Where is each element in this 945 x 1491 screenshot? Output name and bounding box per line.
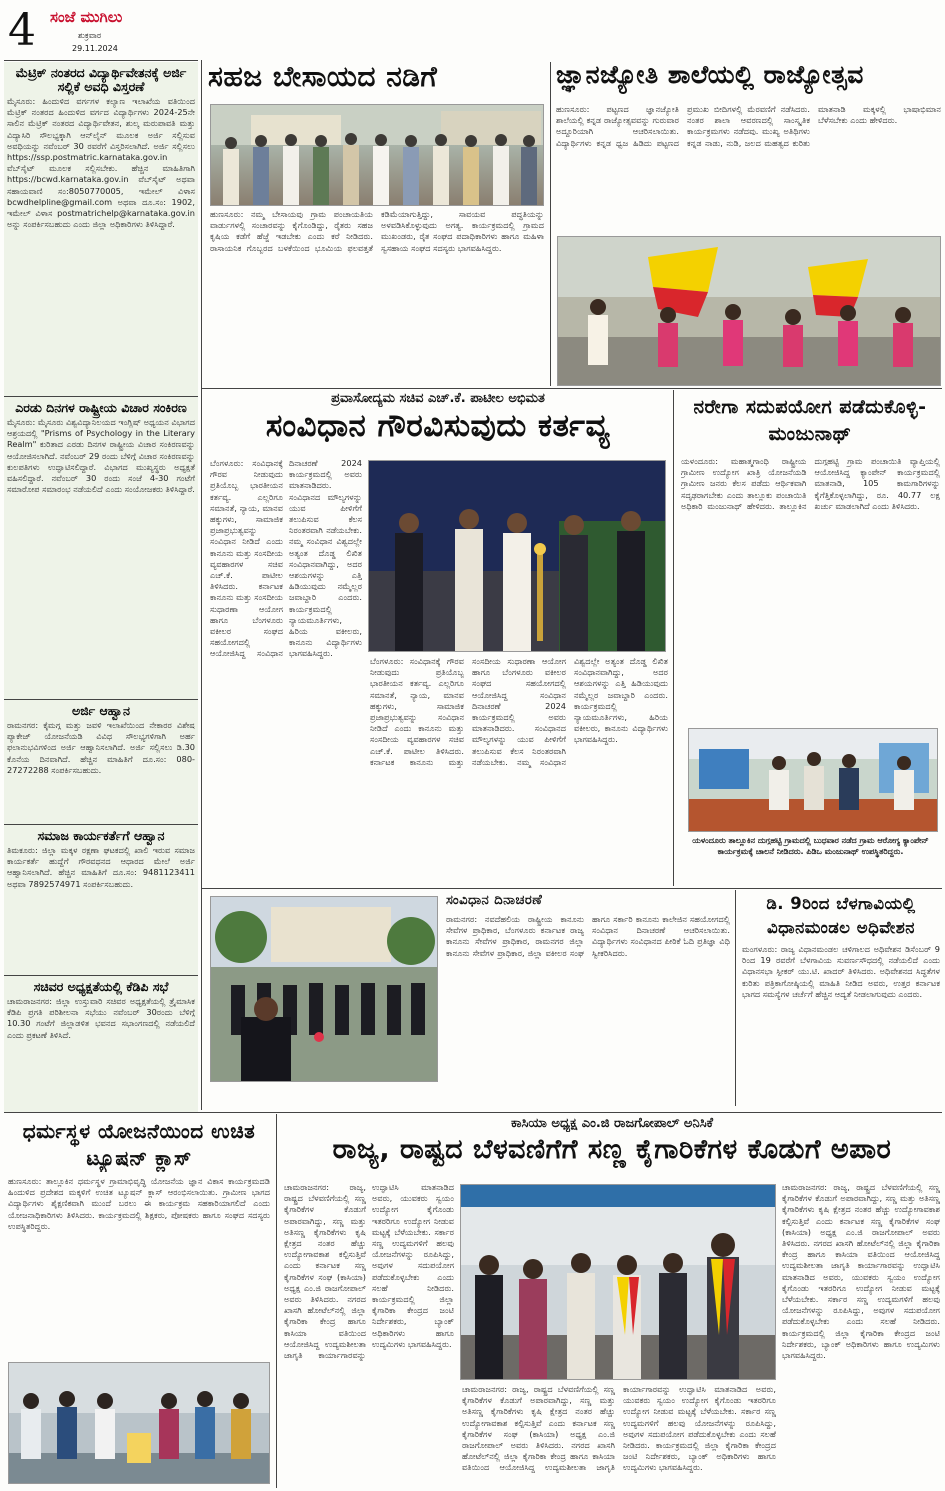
story-body-continued: ಬೆಂಗಳೂರು: ಸಂವಿಧಾನಕ್ಕೆ ಗೌರವ ನೀಡುವುದು ಪ್ರತಿಯೊಬ್ಬ ಭಾರತೀಯನ ಕರ್ತವ್ಯ. ಎಲ್ಲರಿಗೂ ಸಮಾನತೆ, ನ್ಯಾಯ, ಮಾನವ ಹಕ್ಕುಗಳು, ಸಾಮಾಜಿಕ ಪ್ರಜಾಪ್ರಭುತ್ವವನ್ನು ಸಂವಿಧಾನ ನೀಡಿದೆ ಎಂದು ಕಾನೂನು ಮತ್ತು ಸಂಸದೀಯ ವ್ಯವಹಾರಗಳ ಸಚಿವ ಎಚ್.ಕೆ. ಪಾಟೀಲ ತಿಳಿಸಿದರು. ಕರ್ನಾಟಕ ಕಾನೂನು ಮತ್ತು ಸಂಸದೀಯ ಸುಧಾರಣಾ ಆಯೋಗ ಹಾಗೂ ಬೆಂಗಳೂರು ವಕೀಲರ ಸಂಘದ ಸಹಯೋಗದಲ್ಲಿ ಆಯೋಜಿಸಿದ್ದ ಸಂವಿಧಾನ ದಿನಾಚರಣೆ 2024 ಕಾರ್ಯಕ್ರಮದಲ್ಲಿ ಅವರು ಮಾತನಾಡಿದರು. ಸಂವಿಧಾನದ ಮೌಲ್ಯಗಳನ್ನು ಯುವ ಪೀಳಿಗೆಗೆ ತಲುಪಿಸುವ ಕೆಲಸ ನಿರಂತರವಾಗಿ ನಡೆಯಬೇಕು. ನಮ್ಮ ಸಂವಿಧಾನ ವಿಶ್ವದಲ್ಲೇ ಅತ್ಯಂತ ದೊಡ್ಡ ಲಿಖಿತ ಸಂವಿಧಾನವಾಗಿದ್ದು, ಅದರ ಆಶಯಗಳನ್ನು ಎತ್ತಿ ಹಿಡಿಯುವುದು ನಮ್ಮೆಲ್ಲರ ಜವಾಬ್ದಾರಿ ಎಂದರು. ಕಾರ್ಯಕ್ರಮದಲ್ಲಿ ನ್ಯಾಯಮೂರ್ತಿಗಳು, ಹಿರಿಯ ವಕೀಲರು, ಕಾನೂನು ವಿದ್ಯಾರ್ಥಿಗಳು ಭಾಗವಹಿಸಿದ್ದರು. xyxy=(370,656,668,767)
photo-caption: ಯಳಂದೂರು ತಾಲ್ಲೂಕಿನ ದುಗ್ಗಹಟ್ಟಿ ಗ್ರಾಮದಲ್ಲಿ ಬುಧವಾರ ನಡೆದ ಗ್ರಾಮ ಆರೋಗ್ಯ ಕ್ಯಾಂಪೇನ್ ಕಾರ್ಯಕ್ರಮಕ್ಕೆ ಚಾಲನೆ ನೀಡಿದರು. ಪಿಡಿಒ ಮಂಜುನಾಥ್ ಉಪಸ್ಥಿತರಿದ್ದರು. xyxy=(692,836,929,856)
story-body: ಹುಣಸೂರು: ತಾಲ್ಲೂಕಿನ ಧರ್ಮಸ್ಥಳ ಗ್ರಾಮಾಭಿವೃದ್ಧಿ ಯೋಜನೆಯ ಜ್ಞಾನ ವಿಕಾಸ ಕಾರ್ಯಕ್ರಮದಡಿ ಹಿಂದುಳಿದ ಪ್ರದೇಶದ ಮಕ್ಕಳಿಗೆ ಉಚಿತ ಟ್ಯೂಷನ್ ಕ್ಲಾಸ್ ಆರಂಭಿಸಲಾಯಿತು. ಗ್ರಾಮೀಣ ಭಾಗದ ವಿದ್ಯಾರ್ಥಿಗಳು ಶೈಕ್ಷಣಿಕವಾಗಿ ಮುಂದೆ ಬರಲು ಈ ಕಾರ್ಯಕ್ರಮ ಸಹಕಾರಿಯಾಗಲಿದೆ ಎಂದು ಯೋಜನಾಧಿಕಾರಿಗಳು ತಿಳಿಸಿದರು. ಕಾರ್ಯಕ್ರಮದಲ್ಲಿ ಶಿಕ್ಷಕರು, ಪೋಷಕರು ಹಾಗೂ ಸಂಘದ ಸದಸ್ಯರು ಉಪಸ್ಥಿತರಿದ್ದರು. xyxy=(8,1176,270,1231)
inauguration-photo xyxy=(460,1184,776,1380)
story-headline: ಸಹಜ ಬೇಸಾಯದ ನಡಿಗೆ xyxy=(208,62,438,93)
story-body-continued: ಚಾಮರಾಜನಗರ: ರಾಜ್ಯ, ರಾಷ್ಟ್ರದ ಬೆಳವಣಿಗೆಯಲ್ಲಿ ಸಣ್ಣ ಕೈಗಾರಿಕೆಗಳ ಕೊಡುಗೆ ಅಪಾರವಾಗಿದ್ದು, ಸಣ್ಣ ಮತ್ತು ಅತಿಸಣ್ಣ ಕೈಗಾರಿಕೆಗಳು ಕೃಷಿ ಕ್ಷೇತ್ರದ ನಂತರ ಹೆಚ್ಚು ಉದ್ಯೋಗಾವಕಾಶ ಕಲ್ಪಿಸುತ್ತಿವೆ ಎಂದು ಕರ್ನಾಟಕ ಸಣ್ಣ ಕೈಗಾರಿಕೆಗಳ ಸಂಘ (ಕಾಸಿಯಾ) ಅಧ್ಯಕ್ಷ ಎಂ.ಜಿ ರಾಜಗೋಪಾಲ್ ಅವರು ತಿಳಿಸಿದರು. ನಗರದ ಖಾಸಗಿ ಹೋಟೆಲ್‌ನಲ್ಲಿ ಜಿಲ್ಲಾ ಕೈಗಾರಿಕಾ ಕೇಂದ್ರ ಹಾಗೂ ಕಾಸಿಯಾ ವತಿಯಿಂದ ಆಯೋಜಿಸಿದ್ದ ಉದ್ಯಮಶೀಲತಾ ಜಾಗೃತಿ ಕಾರ್ಯಾಗಾರವನ್ನು ಉದ್ಘಾಟಿಸಿ ಮಾತನಾಡಿದ ಅವರು, ಯುವಕರು ಸ್ವಯಂ ಉದ್ಯೋಗ ಕೈಗೊಂಡು ಇತರರಿಗೂ ಉದ್ಯೋಗ ನೀಡುವ ಮಟ್ಟಕ್ಕೆ ಬೆಳೆಯಬೇಕು. ಸರ್ಕಾರ ಸಣ್ಣ ಉದ್ಯಮಗಳಿಗೆ ಹಲವು ಯೋಜನೆಗಳನ್ನು ರೂಪಿಸಿದ್ದು, ಅವುಗಳ ಸದುಪಯೋಗ ಪಡೆದುಕೊಳ್ಳಬೇಕು ಎಂದು ಸಲಹೆ ನೀಡಿದರು. ಕಾರ್ಯಕ್ರಮದಲ್ಲಿ ಜಿಲ್ಲಾ ಕೈಗಾರಿಕಾ ಕೇಂದ್ರದ ಜಂಟಿ ನಿರ್ದೇಶಕರು, ಬ್ಯಾಂಕ್ ಅಧಿಕಾರಿಗಳು ಹಾಗೂ ಉದ್ಯಮಿಗಳು ಭಾಗವಹಿಸಿದ್ದರು. xyxy=(462,1384,776,1473)
sidebar-headline: ಸಮಾಜ ಕಾರ್ಯಕರ್ತೆಗೆ ಆಹ್ವಾನ xyxy=(4,824,198,845)
story-body-right: ಚಾಮರಾಜನಗರ: ರಾಜ್ಯ, ರಾಷ್ಟ್ರದ ಬೆಳವಣಿಗೆಯಲ್ಲಿ ಸಣ್ಣ ಕೈಗಾರಿಕೆಗಳ ಕೊಡುಗೆ ಅಪಾರವಾಗಿದ್ದು, ಸಣ್ಣ ಮತ್ತು ಅತಿಸಣ್ಣ ಕೈಗಾರಿಕೆಗಳು ಕೃಷಿ ಕ್ಷೇತ್ರದ ನಂತರ ಹೆಚ್ಚು ಉದ್ಯೋಗಾವಕಾಶ ಕಲ್ಪಿಸುತ್ತಿವೆ ಎಂದು ಕರ್ನಾಟಕ ಸಣ್ಣ ಕೈಗಾರಿಕೆಗಳ ಸಂಘ (ಕಾಸಿಯಾ) ಅಧ್ಯಕ್ಷ ಎಂ.ಜಿ ರಾಜಗೋಪಾಲ್ ಅವರು ತಿಳಿಸಿದರು. ನಗರದ ಖಾಸಗಿ ಹೋಟೆಲ್‌ನಲ್ಲಿ ಜಿಲ್ಲಾ ಕೈಗಾರಿಕಾ ಕೇಂದ್ರ ಹಾಗೂ ಕಾಸಿಯಾ ವತಿಯಿಂದ ಆಯೋಜಿಸಿದ್ದ ಉದ್ಯಮಶೀಲತಾ ಜಾಗೃತಿ ಕಾರ್ಯಾಗಾರವನ್ನು ಉದ್ಘಾಟಿಸಿ ಮಾತನಾಡಿದ ಅವರು, ಯುವಕರು ಸ್ವಯಂ ಉದ್ಯೋಗ ಕೈಗೊಂಡು ಇತರರಿಗೂ ಉದ್ಯೋಗ ನೀಡುವ ಮಟ್ಟಕ್ಕೆ ಬೆಳೆಯಬೇಕು. ಸರ್ಕಾರ ಸಣ್ಣ ಉದ್ಯಮಗಳಿಗೆ ಹಲವು ಯೋಜನೆಗಳನ್ನು ರೂಪಿಸಿದ್ದು, ಅವುಗಳ ಸದುಪಯೋಗ ಪಡೆದುಕೊಳ್ಳಬೇಕು ಎಂದು ಸಲಹೆ ನೀಡಿದರು. ಕಾರ್ಯಕ್ರಮದಲ್ಲಿ ಜಿಲ್ಲಾ ಕೈಗಾರಿಕಾ ಕೇಂದ್ರದ ಜಂಟಿ ನಿರ್ದೇಶಕರು, ಬ್ಯಾಂಕ್ ಅಧಿಕಾರಿಗಳು ಹಾಗೂ ಉದ್ಯಮಿಗಳು ಭಾಗವಹಿಸಿದ್ದರು. xyxy=(782,1182,940,1361)
story-body: ಮಂಗಳೂರು: ರಾಜ್ಯ ವಿಧಾನಮಂಡಲ ಚಳಿಗಾಲದ ಅಧಿವೇಶನ ಡಿಸೆಂಬರ್ 9 ರಿಂದ 19 ರವರೆಗೆ ಬೆಳಗಾವಿಯ ಸುವರ್ಣಸೌಧದಲ್ಲಿ ನಡೆಯಲಿದೆ ಎಂದು ವಿಧಾನಸಭಾ ಸ್ಪೀಕರ್ ಯು.ಟಿ. ಖಾದರ್ ತಿಳಿಸಿದರು. ಅಧಿವೇಶನದ ಸಿದ್ಧತೆಗಳ ಕುರಿತು ಪತ್ರಿಕಾಗೋಷ್ಠಿಯಲ್ಲಿ ಮಾಹಿತಿ ನೀಡಿದ ಅವರು, ಉತ್ತರ ಕರ್ನಾಟಕ ಭಾಗದ ಸಮಸ್ಯೆಗಳ ಚರ್ಚೆಗೆ ಹೆಚ್ಚಿನ ಆದ್ಯತೆ ನೀಡಲಾಗುವುದು ಎಂದರು. xyxy=(742,944,940,999)
story-body: ಹುಣಸೂರು: ನಮ್ಮ ಬೇಸಾಯವು ಗ್ರಾಮ ಪಂಚಾಯತಿಯ ವಾರ್ಡುಗಳಲ್ಲಿ ಸಂಚಾರವನ್ನು ಕೈಗೊಂಡಿದ್ದು, ರೈತರು ಸಹಜ ಕೃಷಿಯ ಕಡೆಗೆ ಹೆಜ್ಜೆ ಇಡಬೇಕು ಎಂದು ಕರೆ ನೀಡಿದರು. ರಾಸಾಯನಿಕ ಗೊಬ್ಬರದ ಬಳಕೆಯಿಂದ ಭೂಮಿಯ ಫಲವತ್ತತೆ ಕಡಿಮೆಯಾಗುತ್ತಿದ್ದು, ಸಾವಯವ ಪದ್ಧತಿಯನ್ನು ಅಳವಡಿಸಿಕೊಳ್ಳುವುದು ಅಗತ್ಯ. ಕಾರ್ಯಕ್ರಮದಲ್ಲಿ ಗ್ರಾಮದ ಮುಖಂಡರು, ರೈತ ಸಂಘದ ಪದಾಧಿಕಾರಿಗಳು ಹಾಗೂ ಮಹಿಳಾ ಸ್ವಸಹಾಯ ಸಂಘದ ಸದಸ್ಯರು ಭಾಗವಹಿಸಿದ್ದರು. xyxy=(210,209,544,253)
story-headline: ಜ್ಞಾನಜ್ಯೋತಿ ಶಾಲೆಯಲ್ಲಿ ರಾಜ್ಯೋತ್ಸವ xyxy=(556,62,864,89)
sidebar-headline: ಎರಡು ದಿನಗಳ ರಾಷ್ಟ್ರೀಯ ವಿಚಾರ ಸಂಕಿರಣ xyxy=(4,396,198,417)
story-headline: ಸಂವಿಧಾನ ದಿನಾಚರಣೆ xyxy=(446,894,543,908)
story-headline: ಡಿ. 9ರಿಂದ ಬೆಳಗಾವಿಯಲ್ಲಿ ವಿಧಾನಮಂಡಲ ಅಧಿವೇಶನ xyxy=(766,894,916,937)
story-kicker: ಪ್ರವಾಸೋದ್ಯಮ ಸಚಿವ ಎಚ್.ಕೆ. ಪಾಟೀಲ ಅಭಿಮತ xyxy=(331,391,545,406)
pledge-photo xyxy=(210,896,438,1082)
tuition-photo xyxy=(8,1362,270,1484)
campaign-photo xyxy=(688,728,938,832)
story-headline: ರಾಜ್ಯ, ರಾಷ್ಟದ ಬೆಳವಣಿಗೆಗೆ ಸಣ್ಣ ಕೈಗಾರಿಕೆಗಳ ಕೊಡುಗೆ ಅಪಾರ xyxy=(332,1136,892,1165)
sidebar-article: ಮೈಸೂರು: ಹಿಂದುಳಿದ ವರ್ಗಗಳ ಕಲ್ಯಾಣ ಇಲಾಖೆಯ ವತಿಯಿಂದ ಮೆಟ್ರಿಕ್ ನಂತರದ ಹಿಂದುಳಿದ ವರ್ಗದ ವಿದ್ಯಾರ್ಥಿಗಳು 2024-25ನೇ ಸಾಲಿನ ಮೆಟ್ರಿಕ್ ನಂತರದ ವಿದ್ಯಾರ್ಥಿವೇತನ, ಶುಲ್ಕ ಮರುಪಾವತಿ ಮತ್ತು ವಿದ್ಯಾಸಿರಿ ಸೌಲಭ್ಯಕ್ಕಾಗಿ ಆನ್‌ಲೈನ್ ಮೂಲಕ ಅರ್ಜಿ ಸಲ್ಲಿಸುವ ಅವಧಿಯನ್ನು ನವೆಂಬರ್ 30 ರವರೆಗೆ ವಿಸ್ತರಿಸಲಾಗಿದೆ. ಅರ್ಜಿ ಸಲ್ಲಿಸಲು https://ssp.postmatric.karnataka.gov.in ವೆಬ್‌ಸೈಟ್ ಮೂಲಕ ಸಲ್ಲಿಸಬೇಕು. ಹೆಚ್ಚಿನ ಮಾಹಿತಿಗಾಗಿ https://bcwd.karnataka.gov.in ವೆಬ್‌ಸೈಟ್ ಅಥವಾ ಸಹಾಯವಾಣಿ ಸಂ:8050770005, ಇಮೇಲ್ ವಿಳಾಸ bcwdhelpline@gmail.com ಅಥವಾ ದೂ.ಸಂ: 1902, ಇಮೇಲ್ ವಿಳಾಸ postmatrichelp@karnataka.gov.in ಅನ್ನು ಸಂಪರ್ಕಿಸಬಹುದು ಎಂದು ಜಿಲ್ಲಾ ಅಧಿಕಾರಿಗಳು ತಿಳಿಸಿದ್ದಾರೆ. xyxy=(7,96,195,230)
story-headline: ಸಂವಿಧಾನ ಗೌರವಿಸುವುದು ಕರ್ತವ್ಯ xyxy=(265,410,611,444)
sidebar-article: ಚಾಮರಾಜನಗರ: ಜಿಲ್ಲಾ ಉಸ್ತುವಾರಿ ಸಚಿವರ ಅಧ್ಯಕ್ಷತೆಯಲ್ಲಿ ತ್ರೈಮಾಸಿಕ ಕೆಡಿಪಿ ಪ್ರಗತಿ ಪರಿಶೀಲನಾ ಸಭೆಯು ನವೆಂಬರ್ 30ರಂದು ಬೆಳಿಗ್ಗೆ 10.30 ಗಂಟೆಗೆ ಜಿಲ್ಲಾಡಳಿತ ಭವನದ ಸಭಾಂಗಣದಲ್ಲಿ ನಡೆಯಲಿದೆ ಎಂದು ಪ್ರಕಟಣೆ ತಿಳಿಸಿದೆ. xyxy=(7,996,195,1040)
sidebar xyxy=(4,62,198,1112)
paper-title: ಸಂಜೆ ಮುಗಿಲು xyxy=(50,8,123,26)
sidebar-article: ಮೈಸೂರು: ಮೈಸೂರು ವಿಶ್ವವಿದ್ಯಾನಿಲಯದ ಇಂಗ್ಲಿಷ್ ಅಧ್ಯಯನ ವಿಭಾಗದ ಆಶ್ರಯದಲ್ಲಿ "Prisms of Psychology in the Literary Realm" ಕುರಿತಾದ ಎರಡು ದಿನಗಳ ರಾಷ್ಟ್ರೀಯ ವಿಚಾರ ಸಂಕಿರಣವನ್ನು ಆಯೋಜಿಸಲಾಗಿದೆ. ನವೆಂಬರ್ 29 ರಂದು ಬೆಳಿಗ್ಗೆ ವಿಚಾರ ಸಂಕಿರಣವನ್ನು ಕುಲಪತಿಗಳು ಉದ್ಘಾಟಿಸಲಿದ್ದಾರೆ. ವಿಭಾಗದ ಮುಖ್ಯಸ್ಥರು ಅಧ್ಯಕ್ಷತೆ ವಹಿಸಲಿದ್ದಾರೆ. ನವೆಂಬರ್ 30 ರಂದು ಸಂಜೆ 4-30 ಗಂಟೆಗೆ ಸಮಾರೋಪ ಸಮಾರಂಭ ನಡೆಯಲಿದೆ ಎಂದು ಸಂಯೋಜಕರು ತಿಳಿಸಿದ್ದಾರೆ. xyxy=(7,417,195,495)
story-body: ಯಳಂದೂರು: ಮಹಾತ್ಮಗಾಂಧಿ ರಾಷ್ಟ್ರೀಯ ಗ್ರಾಮೀಣ ಉದ್ಯೋಗ ಖಾತ್ರಿ ಯೋಜನೆಯಡಿ ಗ್ರಾಮೀಣ ಜನರು ಕೆಲಸ ಪಡೆದು ಆರ್ಥಿಕವಾಗಿ ಸದೃಢರಾಗಬೇಕು ಎಂದು ತಾಲ್ಲೂಕು ಪಂಚಾಯಿತಿ ಅಧಿಕಾರಿ ಮಂಜುನಾಥ್ ಹೇಳಿದರು. ತಾಲ್ಲೂಕಿನ ದುಗ್ಗಹಟ್ಟಿ ಗ್ರಾಮ ಪಂಚಾಯಿತಿ ವ್ಯಾಪ್ತಿಯಲ್ಲಿ ಆಯೋಜಿಸಿದ್ದ ಕ್ಯಾಂಪೇನ್ ಕಾರ್ಯಕ್ರಮದಲ್ಲಿ ಮಾತನಾಡಿ, 105 ಕಾಮಗಾರಿಗಳನ್ನು ಕೈಗೆತ್ತಿಕೊಳ್ಳಲಾಗಿದ್ದು, ರೂ. 40.77 ಲಕ್ಷ ಖರ್ಚು ಮಾಡಲಾಗಿದೆ ಎಂದು ತಿಳಿಸಿದರು. xyxy=(681,456,940,511)
sidebar-headline: ಮೆಟ್ರಿಕ್ ನಂತರದ ವಿದ್ಯಾರ್ಥಿವೇತನಕ್ಕೆ ಅರ್ಜಿ ಸಲ್ಲಿಕೆ ಅವಧಿ ವಿಸ್ತರಣೆ xyxy=(15,65,187,94)
story-headline: ಧರ್ಮಸ್ಥಳ ಯೋಜನೆಯಿಂದ ಉಚಿತ ಟ್ಯೂಷನ್ ಕ್ಲಾಸ್ xyxy=(22,1119,256,1170)
procession-photo xyxy=(557,236,941,386)
sidebar-headline: ಅರ್ಜಿ ಆಹ್ವಾನ xyxy=(4,699,198,720)
story-body: ಚಾಮರಾಜನಗರ: ರಾಜ್ಯ, ರಾಷ್ಟ್ರದ ಬೆಳವಣಿಗೆಯಲ್ಲಿ ಸಣ್ಣ ಕೈಗಾರಿಕೆಗಳ ಕೊಡುಗೆ ಅಪಾರವಾಗಿದ್ದು, ಸಣ್ಣ ಮತ್ತು ಅತಿಸಣ್ಣ ಕೈಗಾರಿಕೆಗಳು ಕೃಷಿ ಕ್ಷೇತ್ರದ ನಂತರ ಹೆಚ್ಚು ಉದ್ಯೋಗಾವಕಾಶ ಕಲ್ಪಿಸುತ್ತಿವೆ ಎಂದು ಕರ್ನಾಟಕ ಸಣ್ಣ ಕೈಗಾರಿಕೆಗಳ ಸಂಘ (ಕಾಸಿಯಾ) ಅಧ್ಯಕ್ಷ ಎಂ.ಜಿ ರಾಜಗೋಪಾಲ್ ಅವರು ತಿಳಿಸಿದರು. ನಗರದ ಖಾಸಗಿ ಹೋಟೆಲ್‌ನಲ್ಲಿ ಜಿಲ್ಲಾ ಕೈಗಾರಿಕಾ ಕೇಂದ್ರ ಹಾಗೂ ಕಾಸಿಯಾ ವತಿಯಿಂದ ಆಯೋಜಿಸಿದ್ದ ಉದ್ಯಮಶೀಲತಾ ಜಾಗೃತಿ ಕಾರ್ಯಾಗಾರವನ್ನು ಉದ್ಘಾಟಿಸಿ ಮಾತನಾಡಿದ ಅವರು, ಯುವಕರು ಸ್ವಯಂ ಉದ್ಯೋಗ ಕೈಗೊಂಡು ಇತರರಿಗೂ ಉದ್ಯೋಗ ನೀಡುವ ಮಟ್ಟಕ್ಕೆ ಬೆಳೆಯಬೇಕು. ಸರ್ಕಾರ ಸಣ್ಣ ಉದ್ಯಮಗಳಿಗೆ ಹಲವು ಯೋಜನೆಗಳನ್ನು ರೂಪಿಸಿದ್ದು, ಅವುಗಳ ಸದುಪಯೋಗ ಪಡೆದುಕೊಳ್ಳಬೇಕು ಎಂದು ಸಲಹೆ ನೀಡಿದರು. ಕಾರ್ಯಕ್ರಮದಲ್ಲಿ ಜಿಲ್ಲಾ ಕೈಗಾರಿಕಾ ಕೇಂದ್ರದ ಜಂಟಿ ನಿರ್ದೇಶಕರು, ಬ್ಯಾಂಕ್ ಅಧಿಕಾರಿಗಳು ಹಾಗೂ ಉದ್ಯಮಿಗಳು ಭಾಗವಹಿಸಿದ್ದರು. xyxy=(284,1182,454,1361)
story-body: ರಾಮನಗರ: ನವದೆಹಲಿಯ ರಾಷ್ಟ್ರೀಯ ಕಾನೂನು ಸೇವೆಗಳ ಪ್ರಾಧಿಕಾರ, ಬೆಂಗಳೂರು ಕರ್ನಾಟಕ ರಾಜ್ಯ ಕಾನೂನು ಸೇವೆಗಳ ಪ್ರಾಧಿಕಾರ, ರಾಮನಗರ ಜಿಲ್ಲಾ ಕಾನೂನು ಸೇವೆಗಳ ಪ್ರಾಧಿಕಾರ, ಜಿಲ್ಲಾ ವಕೀಲರ ಸಂಘ ಹಾಗೂ ಸರ್ಕಾರಿ ಕಾನೂನು ಕಾಲೇಜಿನ ಸಹಯೋಗದಲ್ಲಿ ಸಂವಿಧಾನ ದಿನಾಚರಣೆ ಆಚರಿಸಲಾಯಿತು. ವಿದ್ಯಾರ್ಥಿಗಳು ಸಂವಿಧಾನದ ಪೀಠಿಕೆ ಓದಿ ಪ್ರತಿಜ್ಞಾ ವಿಧಿ ಸ್ವೀಕರಿಸಿದರು. xyxy=(446,914,730,958)
masthead xyxy=(6,4,196,58)
story-kicker: ಕಾಸಿಯಾ ಅಧ್ಯಕ್ಷ ಎಂ.ಜಿ ರಾಜಗೋಪಾಲ್ ಅನಿಸಿಕೆ xyxy=(511,1116,713,1131)
sidebar-article: ರಾಮನಗರ: ಕೈಮಗ್ಗ ಮತ್ತು ಜವಳಿ ಇಲಾಖೆಯಿಂದ ನೇಕಾರರ ವಿಶೇಷ ಪ್ಯಾಕೇಜ್ ಯೋಜನೆಯಡಿ ವಿವಿಧ ಸೌಲಭ್ಯಗಳಿಗಾಗಿ ಅರ್ಹ ಫಲಾನುಭವಿಗಳಿಂದ ಅರ್ಜಿ ಆಹ್ವಾನಿಸಲಾಗಿದೆ. ಅರ್ಜಿ ಸಲ್ಲಿಸಲು ಡಿ.30 ಕೊನೆಯ ದಿನವಾಗಿದೆ. ಹೆಚ್ಚಿನ ಮಾಹಿತಿಗೆ ದೂ.ಸಂ: 080-27272288 ಸಂಪರ್ಕಿಸಬಹುದು. xyxy=(7,720,195,775)
masthead-date: 29.11.2024 xyxy=(72,44,118,53)
sidebar-headline: ಸಚಿವರ ಅಧ್ಯಕ್ಷತೆಯಲ್ಲಿ ಕೆಡಿಪಿ ಸಭೆ xyxy=(4,975,198,996)
group-photo xyxy=(210,104,544,206)
story-body: ಬೆಂಗಳೂರು: ಸಂವಿಧಾನಕ್ಕೆ ಗೌರವ ನೀಡುವುದು ಪ್ರತಿಯೊಬ್ಬ ಭಾರತೀಯನ ಕರ್ತವ್ಯ. ಎಲ್ಲರಿಗೂ ಸಮಾನತೆ, ನ್ಯಾಯ, ಮಾನವ ಹಕ್ಕುಗಳು, ಸಾಮಾಜಿಕ ಪ್ರಜಾಪ್ರಭುತ್ವವನ್ನು ಸಂವಿಧಾನ ನೀಡಿದೆ ಎಂದು ಕಾನೂನು ಮತ್ತು ಸಂಸದೀಯ ವ್ಯವಹಾರಗಳ ಸಚಿವ ಎಚ್.ಕೆ. ಪಾಟೀಲ ತಿಳಿಸಿದರು. ಕರ್ನಾಟಕ ಕಾನೂನು ಮತ್ತು ಸಂಸದೀಯ ಸುಧಾರಣಾ ಆಯೋಗ ಹಾಗೂ ಬೆಂಗಳೂರು ವಕೀಲರ ಸಂಘದ ಸಹಯೋಗದಲ್ಲಿ ಆಯೋಜಿಸಿದ್ದ ಸಂವಿಧಾನ ದಿನಾಚರಣೆ 2024 ಕಾರ್ಯಕ್ರಮದಲ್ಲಿ ಅವರು ಮಾತನಾಡಿದರು. ಸಂವಿಧಾನದ ಮೌಲ್ಯಗಳನ್ನು ಯುವ ಪೀಳಿಗೆಗೆ ತಲುಪಿಸುವ ಕೆಲಸ ನಿರಂತರವಾಗಿ ನಡೆಯಬೇಕು. ನಮ್ಮ ಸಂವಿಧಾನ ವಿಶ್ವದಲ್ಲೇ ಅತ್ಯಂತ ದೊಡ್ಡ ಲಿಖಿತ ಸಂವಿಧಾನವಾಗಿದ್ದು, ಅದರ ಆಶಯಗಳನ್ನು ಎತ್ತಿ ಹಿಡಿಯುವುದು ನಮ್ಮೆಲ್ಲರ ಜವಾಬ್ದಾರಿ ಎಂದರು. ಕಾರ್ಯಕ್ರಮದಲ್ಲಿ ನ್ಯಾಯಮೂರ್ತಿಗಳು, ಹಿರಿಯ ವಕೀಲರು, ಕಾನೂನು ವಿದ್ಯಾರ್ಥಿಗಳು ಭಾಗವಹಿಸಿದ್ದರು. xyxy=(210,458,362,659)
page-number: 4 xyxy=(8,5,36,56)
sidebar-article: ತಿಮಕೂರು: ಜಿಲ್ಲಾ ಮಕ್ಕಳ ರಕ್ಷಣಾ ಘಟಕದಲ್ಲಿ ಖಾಲಿ ಇರುವ ಸಮಾಜ ಕಾರ್ಯಕರ್ತೆ ಹುದ್ದೆಗೆ ಗೌರವಧನದ ಆಧಾರದ ಮೇಲೆ ಅರ್ಜಿ ಆಹ್ವಾನಿಸಲಾಗಿದೆ. ಹೆಚ್ಚಿನ ಮಾಹಿತಿಗೆ ದೂ.ಸಂ: 9481123411 ಅಥವಾ 7892574971 ಸಂಪರ್ಕಿಸಬಹುದು. xyxy=(7,845,195,889)
story-headline: ನರೇಗಾ ಸದುಪಯೋಗ ಪಡೆದುಕೊಳ್ಳಿ-ಮಂಜುನಾಥ್ xyxy=(693,396,927,445)
stage-photo xyxy=(368,460,666,652)
masthead-day: ಶುಕ್ರವಾರ xyxy=(78,31,102,40)
story-body: ಹುಣಸೂರು: ಪಟ್ಟಣದ ಜ್ಞಾನಜ್ಯೋತಿ ಶಾಲೆಯಲ್ಲಿ ಕನ್ನಡ ರಾಜ್ಯೋತ್ಸವವನ್ನು ಗುರುವಾರ ಅದ್ದೂರಿಯಾಗಿ ಆಚರಿಸಲಾಯಿತು. ವಿದ್ಯಾರ್ಥಿಗಳು ಕನ್ನಡ ಧ್ವಜ ಹಿಡಿದು ಪಟ್ಟಣದ ಪ್ರಮುಖ ಬೀದಿಗಳಲ್ಲಿ ಮೆರವಣಿಗೆ ನಡೆಸಿದರು. ನಂತರ ಶಾಲಾ ಆವರಣದಲ್ಲಿ ಸಾಂಸ್ಕೃತಿಕ ಕಾರ್ಯಕ್ರಮಗಳು ನಡೆದವು. ಮುಖ್ಯ ಅತಿಥಿಗಳು ಕನ್ನಡ ನಾಡು, ನುಡಿ, ಜಲದ ಮಹತ್ವದ ಕುರಿತು ಮಾತನಾಡಿ ಮಕ್ಕಳಲ್ಲಿ ಭಾಷಾಭಿಮಾನ ಬೆಳೆಸಬೇಕು ಎಂದು ಹೇಳಿದರು. xyxy=(556,104,941,148)
